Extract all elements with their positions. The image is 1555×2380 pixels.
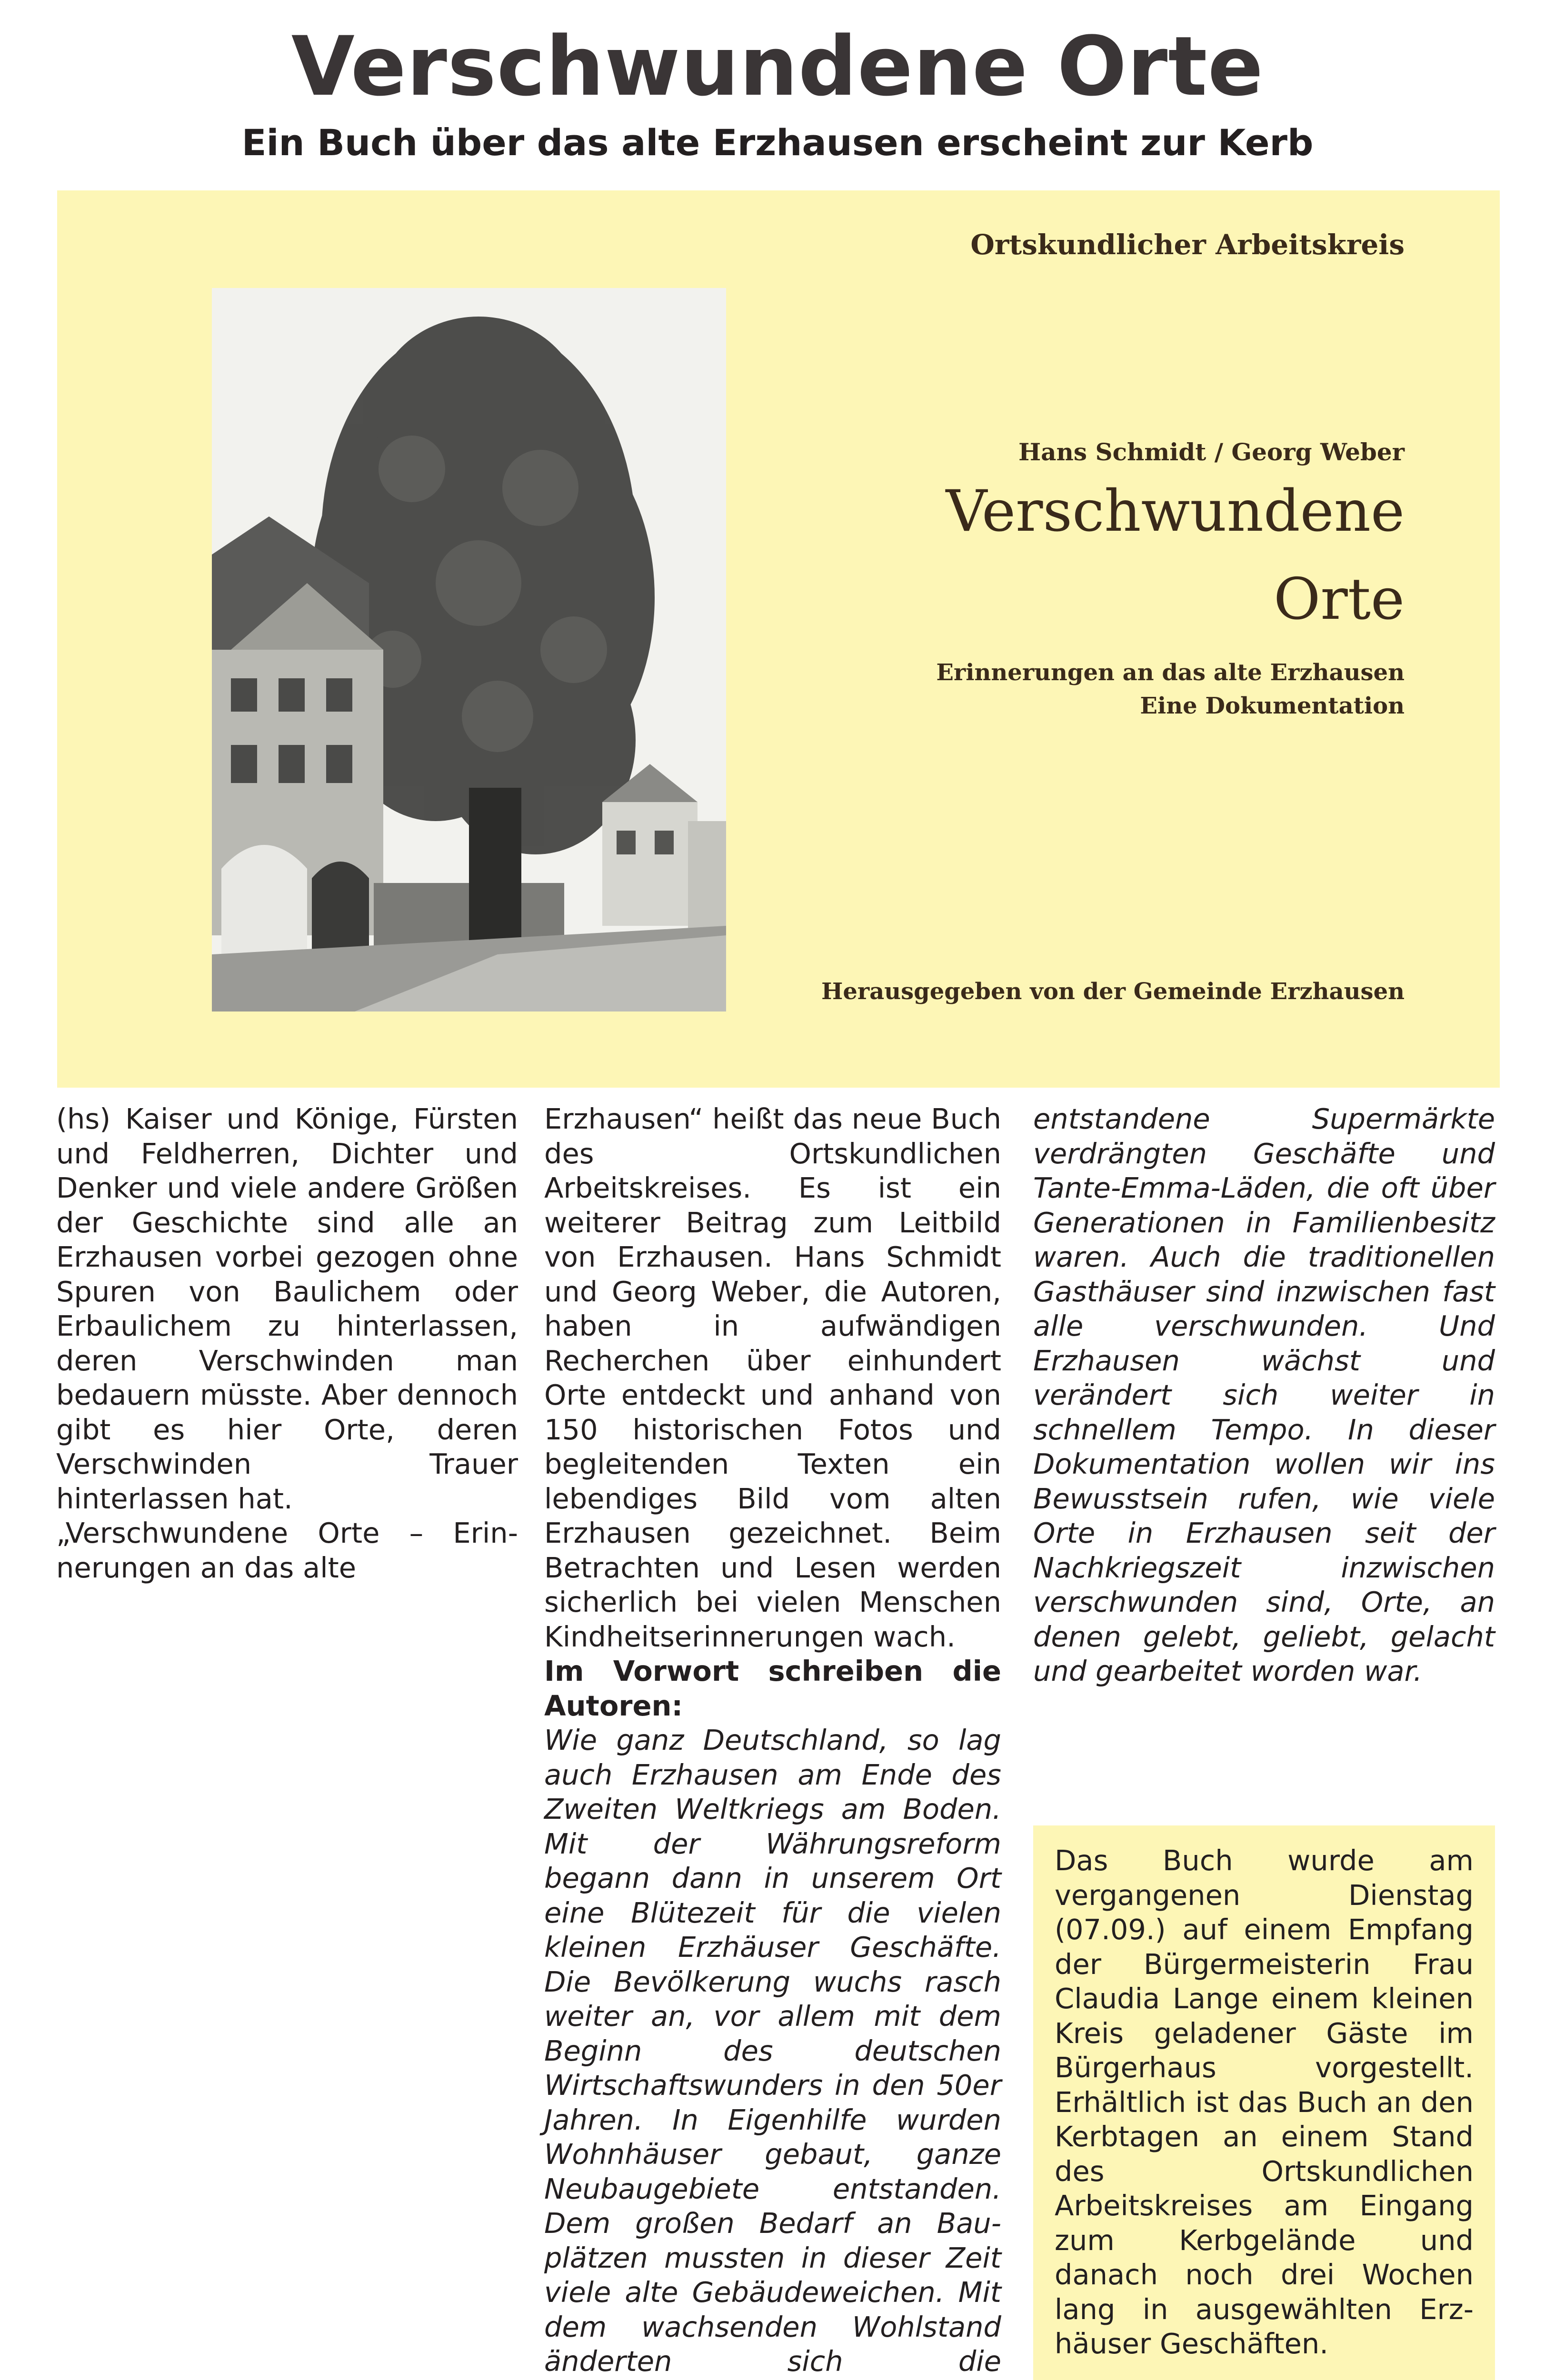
cover-title-line1: Verschwundene	[946, 478, 1405, 545]
cover-photo-illustration	[212, 288, 726, 1012]
cover-photo-tree-and-house	[212, 288, 726, 1012]
cover-title-line2: Orte	[1274, 566, 1405, 633]
info-box	[1033, 1825, 1495, 2380]
foreword-text-continued: entstandene Supermärkte verdrängten Geschäfte und Tante-Emma-Läden, die oft über Generationen in Familienbesitz waren. Auch die traditionellen Gasthäuser sind inzwischen fast alle verschwunden. Und Erzhausen wächst und verändert sich weiter in schnellem Tempo. In dieser Dokumentation wollen wir ins Bewusstsein rufen, wie viele Orte in Erzhausen seit der Nachkriegszeit inzwischen verschwunden sind, Orte, an denen gelebt, geliebt, gelacht und gearbeitet worden war.	[1033, 1102, 1495, 1687]
cover-authors: Hans Schmidt / Georg Weber	[1018, 438, 1405, 466]
article-column-1	[56, 1102, 518, 1585]
headline: Verschwundene Orte	[291, 19, 1264, 114]
cover-subtitle-line2: Eine Dokumentation	[1140, 693, 1405, 719]
article-column-3	[1033, 1102, 1495, 1689]
subheadline: Ein Buch über das alte Erzhausen erscheint zur Kerb	[241, 121, 1314, 164]
book-cover	[57, 190, 1500, 1088]
intro-paragraph: (hs) Kaiser und Könige, Fürsten und Feldherren, Dichter und Denker und viele andere Größen der Geschichte sind alle an Erzhausen vorbei gezogen ohne Spuren von Baulichem oder Erbaulichem zu hinterlassen, deren Verschwinden man bedauern müsste. Aber dennoch gibt es hier Orte, deren Verschwinden Trauer hinterlassen hat.	[56, 1102, 518, 1515]
book-description-continued: Erzhausen“ heißt das neue Buch des Ortskundlichen Arbeitskreises. Es ist ein weiterer Beitrag zum Leitbild von Erzhausen. Hans Schmidt und Georg Weber, die Autoren, haben in aufwändigen Recherchen über einhundert Orte entdeckt und anhand von 150 historischen Fotos und begleitenden Texten ein lebendiges Bild vom alten Erzhausen gezeichnet. Beim Betrachten und Lesen werden sicherlich bei vielen Menschen Kindheitserinnerungen wach.	[544, 1102, 1001, 1653]
cover-organisation: Ortskundlicher Arbeitskreis	[970, 228, 1405, 261]
cover-subtitle-line1: Erinnerungen an das alte Erzhausen	[936, 659, 1405, 686]
cover-publisher: Herausgegeben von der Gemeinde Erzhausen	[821, 978, 1405, 1005]
book-description-paragraph: „Verschwundene Orte – Erinnerungen an das alte	[56, 1517, 518, 1584]
info-box-text: Das Buch wurde am vergangenen Dienstag (07.09.) auf einem Empfang der Bürgermeisterin Frau Claudia Lange einem kleinen Kreis geladener Gäste im Bürgerhaus vorgestellt. Erhältlich ist das Buch an den Kerbtagen an einem Stand des Ortskundlichen Arbeitskreises am Eingang zum Kerbgelände und danach noch drei Wochen lang in ausgewählten Erzhäuser Geschäften.	[1055, 1844, 1474, 2360]
foreword-text: Wie ganz Deutschland, so lag auch Erzhausen am Ende des Zweiten Weltkriegs am Boden. Mit der Währungsreform begann dann in unserem Ort eine Blütezeit für die vielen kleinen Erzhäuser Geschäfte. Die Bevölkerung wuchs rasch weiter an, vor allem mit dem Beginn des deutschen Wirtschaftswunders in den 50er Jahren. In Eigenhilfe wurden Wohnhäuser gebaut, ganze Neubaugebiete entstanden. Dem großen Bedarf an Bauplätzen mussten in dieser Zeit viele alte Gebäudeweichen. Mit dem wachsenden Wohlstand änderten sich die	[544, 1724, 1001, 2378]
foreword-heading: Im Vorwort schreiben die Autoren:	[544, 1655, 1001, 1722]
article-column-2	[544, 1102, 1001, 2380]
